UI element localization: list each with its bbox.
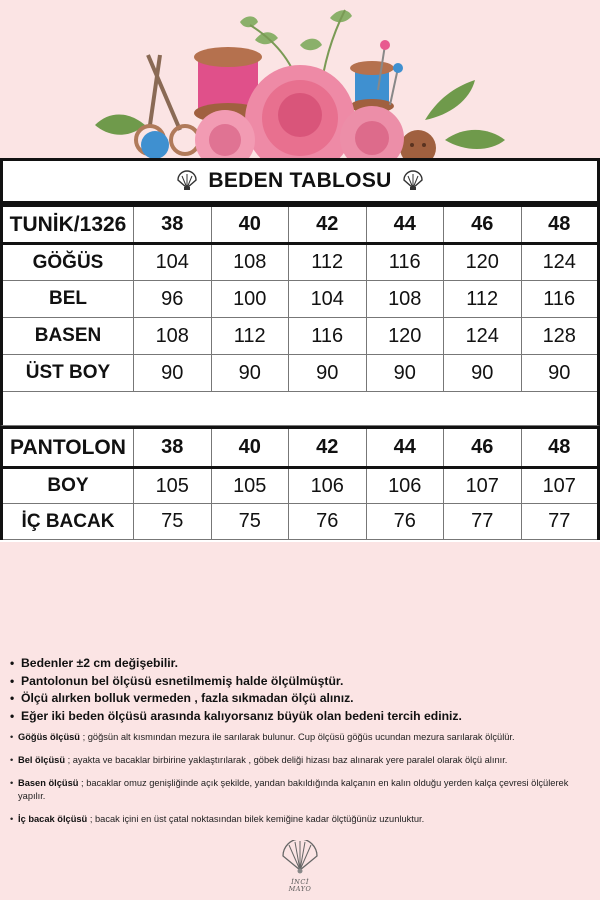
size-cell: 48 xyxy=(521,206,599,244)
table-row xyxy=(2,244,599,281)
value-cell: 124 xyxy=(444,318,522,355)
value-cell: 105 xyxy=(211,468,289,504)
value-cell: 112 xyxy=(444,281,522,318)
value-cell: 128 xyxy=(521,318,599,355)
brand-name: İNCİ xyxy=(291,878,309,886)
definition-text: ; bacak içini en üst çatal noktasından bilek kemiğine kadar ölçtüğünüz uzunluktur. xyxy=(87,814,425,824)
size-cell: 38 xyxy=(134,428,212,468)
tunik-header: TUNİK/1326 xyxy=(2,206,134,244)
value-cell: 116 xyxy=(521,281,599,318)
definition-text: ; ayakta ve bacaklar birbirine yaklaştırılarak , göbek deliği hizası baz alınarak yere paralel olarak ölçü alınır. xyxy=(65,755,508,765)
definition-item xyxy=(10,731,595,744)
size-cell: 46 xyxy=(444,206,522,244)
brand-subname: MAYO xyxy=(288,885,312,893)
table-row xyxy=(2,281,599,318)
value-cell: 77 xyxy=(521,504,599,540)
value-cell: 90 xyxy=(134,355,212,392)
notes-list xyxy=(10,655,595,725)
value-cell: 108 xyxy=(211,244,289,281)
size-cell: 44 xyxy=(366,206,444,244)
tunik-table xyxy=(0,204,600,392)
definition-text: ; bacaklar omuz genişliğinde açık şekilde, yandan bakıldığında kalçanın en kalın olduğu yerden kalça çevresi ölçülerek yapılır. xyxy=(18,778,569,801)
value-cell: 90 xyxy=(289,355,367,392)
definition-item xyxy=(10,777,595,803)
row-label: BASEN xyxy=(2,318,134,355)
value-cell: 120 xyxy=(444,244,522,281)
definition-term: İç bacak ölçüsü xyxy=(18,814,88,824)
table-spacer xyxy=(0,390,600,426)
value-cell: 108 xyxy=(366,281,444,318)
shell-logo-icon xyxy=(280,840,320,874)
notes-section xyxy=(10,655,595,836)
value-cell: 90 xyxy=(211,355,289,392)
value-cell: 107 xyxy=(521,468,599,504)
value-cell: 120 xyxy=(366,318,444,355)
brand-logo xyxy=(270,840,330,896)
chart-title-row xyxy=(0,158,600,204)
value-cell: 76 xyxy=(289,504,367,540)
list-item: • Eğer iki beden ölçüsü arasında kalıyorsanız büyük olan bedeni tercih ediniz. xyxy=(10,708,595,726)
value-cell: 116 xyxy=(366,244,444,281)
pantolon-table xyxy=(0,426,600,540)
table-row xyxy=(2,318,599,355)
value-cell: 105 xyxy=(134,468,212,504)
measurement-definitions xyxy=(10,731,595,826)
shell-icon xyxy=(402,170,424,192)
definition-term: Göğüs ölçüsü xyxy=(18,732,80,742)
size-cell: 40 xyxy=(211,428,289,468)
tunik-header-row xyxy=(2,206,599,244)
value-cell: 90 xyxy=(366,355,444,392)
row-label: ÜST BOY xyxy=(2,355,134,392)
value-cell: 77 xyxy=(444,504,522,540)
value-cell: 90 xyxy=(521,355,599,392)
value-cell: 107 xyxy=(444,468,522,504)
table-row xyxy=(2,468,599,504)
value-cell: 104 xyxy=(134,244,212,281)
size-cell: 46 xyxy=(444,428,522,468)
value-cell: 90 xyxy=(444,355,522,392)
value-cell: 96 xyxy=(134,281,212,318)
definition-term: Bel ölçüsü xyxy=(18,755,66,765)
value-cell: 108 xyxy=(134,318,212,355)
pantolon-header-row xyxy=(2,428,599,468)
value-cell: 75 xyxy=(134,504,212,540)
value-cell: 116 xyxy=(289,318,367,355)
shell-icon xyxy=(176,170,198,192)
list-item: • Pantolonun bel ölçüsü esnetilmemiş halde ölçülmüştür. xyxy=(10,673,595,691)
list-item: • Bedenler ±2 cm değişebilir. xyxy=(10,655,595,673)
row-label: İÇ BACAK xyxy=(2,504,134,540)
size-cell: 42 xyxy=(289,206,367,244)
definition-item xyxy=(10,754,595,767)
value-cell: 75 xyxy=(211,504,289,540)
value-cell: 106 xyxy=(366,468,444,504)
size-cell: 42 xyxy=(289,428,367,468)
definition-term: Basen ölçüsü xyxy=(18,778,79,788)
sewing-decoration xyxy=(0,0,600,165)
definition-item xyxy=(10,813,595,826)
table-row xyxy=(2,355,599,392)
value-cell: 112 xyxy=(289,244,367,281)
list-item: • Ölçü alırken bolluk vermeden , fazla sıkmadan ölçü alınız. xyxy=(10,690,595,708)
row-label: GÖĞÜS xyxy=(2,244,134,281)
value-cell: 106 xyxy=(289,468,367,504)
size-cell: 38 xyxy=(134,206,212,244)
value-cell: 76 xyxy=(366,504,444,540)
size-cell: 40 xyxy=(211,206,289,244)
row-label: BEL xyxy=(2,281,134,318)
definition-text: ; göğsün alt kısmından mezura ile sarılarak bulunur. Cup ölçüsü göğüs ucundan mezura sarılarak ölçülür. xyxy=(79,732,515,742)
value-cell: 100 xyxy=(211,281,289,318)
value-cell: 104 xyxy=(289,281,367,318)
size-cell: 48 xyxy=(521,428,599,468)
value-cell: 112 xyxy=(211,318,289,355)
size-cell: 44 xyxy=(366,428,444,468)
pantolon-header: PANTOLON xyxy=(2,428,134,468)
row-label: BOY xyxy=(2,468,134,504)
value-cell: 124 xyxy=(521,244,599,281)
table-row xyxy=(2,504,599,540)
size-chart xyxy=(0,158,600,542)
chart-title: BEDEN TABLOSU xyxy=(208,169,392,192)
